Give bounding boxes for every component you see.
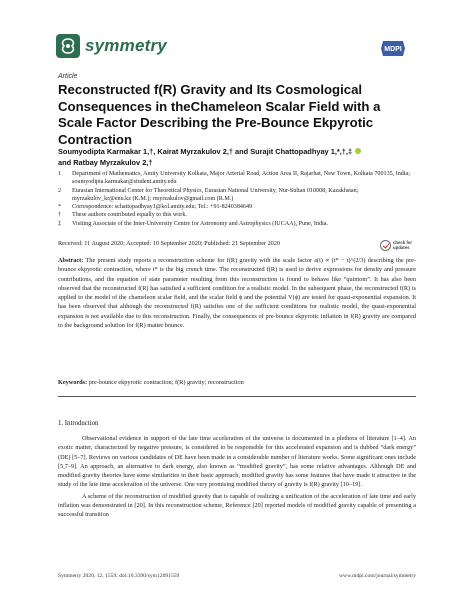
- keywords-label: Keywords:: [58, 379, 88, 386]
- affiliation-mark: *: [58, 204, 62, 211]
- correspondence-text[interactable]: Correspondence: schattopadhyay1@kol.amity.edu; Tel.: +91-8240384649: [72, 204, 253, 211]
- author-list: [58, 146, 408, 168]
- affiliation-item: [58, 211, 418, 219]
- page-footer: [58, 573, 416, 579]
- abstract-label: Abstract:: [58, 257, 84, 264]
- paragraph: Observational evidence in support of the late time acceleration of the universe is documented in a plethora of literature [1–4]. An exotic matter, characterized by negative pressure, is considered to be responsible for this accelerated expansion and is dubbed “dark energy” (DE) [5–7]. Reviews on various candidates of DE have been made in a considerable number of literature works. Some significant ones include [5,7–9]. An approach, an alternative to dark energy, also known as “modified gravity”, has some relative advantages. Although DE and modified gravity theories have some similarities in their basic approach, modified gravity has some features that have made it attractive in the study of the late time acceleration of the universe. One very promising modified theory of gravity is f(R) gravity [10–19].: [58, 435, 416, 489]
- article-title: Reconstructed f(R) Gravity and Its Cosmological Consequences in theChameleon Scalar Field with a Scale Factor Describing the Pre-Bounce Ekpyrotic Contraction: [58, 82, 381, 147]
- abstract-text: The present study reports a reconstruction scheme for f(R) gravity with the scale factor a(t) ∝ (t* − t)^(2/3) describing the pre-bounce ekpyrotic contraction, where t* is the big crunch time. The reconstructed f(R) is used to derive expressions for density and pressure contributions, and the equation of state parameter resulting from this reconstruction is found to behave like “quintom”. It has also been observed that the reconstructed f(R) has satisfied a sufficient condition for a realistic model. In the subsequent phase, the reconstructed f(R) is applied to the model of the chameleon scalar field, and the scalar field ϕ and the potential V(ϕ) are tested for quasi-exponential expansion. It has been observed that although the reconstructed f(R) satisfies one of the sufficient conditions for realistic model, the quasi-exponential expansion is not available due to this reconstruction. Finally, the consequences of pre-bounce ekpyrotic inflation in f(R) gravity are compared to the background solution for f(R) matter bounce.: [58, 257, 416, 330]
- author-line-1[interactable]: Soumyodipta Karmakar 1,†, Kairat Myrzakulov 2,† and Surajit Chattopadhyay 1,*,†,‡: [58, 147, 353, 156]
- check-updates-line-1: check for: [393, 240, 413, 245]
- affiliation-text: These authors contributed equally to this work.: [72, 212, 187, 219]
- affiliation-item: [58, 170, 418, 187]
- keywords-text: pre-bounce ekpyrotic contraction; f(R) gravity; reconstruction: [88, 379, 244, 386]
- keywords: [58, 378, 416, 387]
- section-heading: 1. Introduction: [58, 420, 99, 427]
- journal-name: symmetry: [85, 36, 167, 55]
- mdpi-logo-icon[interactable]: [380, 40, 406, 57]
- publication-dates: Received: 11 August 2020; Accepted: 10 September 2020; Published: 21 September 2020: [58, 240, 280, 247]
- affiliation-text: Eurasian International Center for Theoretical Physics, Eurasian National University, Nur-Sultan 010008, Kazakhstan; myrzakulov_kr@enu.kz (K.M.); rmyrzakulov@gmail.com (R.M.): [72, 187, 359, 202]
- abstract: [58, 256, 416, 330]
- footer-url[interactable]: www.mdpi.com/journal/symmetry: [338, 573, 416, 579]
- footer-citation[interactable]: Symmetry 2020, 12, 1559; doi:10.3390/sym12091559: [58, 573, 180, 579]
- paragraph: A scheme of the reconstruction of modified gravity that is capable of realizing a unification of the acceleration of late time and early inflation was demonstrated in [20]. In this reconstruction scheme, Reference [20] reported models of modified gravity capable of presenting a successful transition: [58, 492, 416, 519]
- body-text: [58, 434, 416, 520]
- affiliation-text: Visiting Associate of the Inter-University Centre for Astronomy and Astrophysics (IUCAA), Pune, India.: [72, 220, 328, 227]
- affiliation-item: [58, 220, 418, 228]
- orcid-icon[interactable]: [355, 148, 361, 154]
- affiliation-item: [58, 203, 418, 211]
- affiliation-mark: 2: [58, 187, 62, 194]
- journal-logo[interactable]: [56, 34, 167, 58]
- affiliation-text: Department of Mathematics, Amity University Kolkata, Major Arterial Road, Action Area II, Rajarhat, New Town, Kolkata 700135, India; soumyodipta.karmakar@student.amity.edu: [72, 171, 410, 186]
- check-updates-label: [393, 240, 412, 250]
- article-type: Article: [58, 73, 78, 80]
- symmetry-logo-icon: [56, 34, 80, 58]
- check-updates-line-2: updates: [393, 245, 410, 250]
- affiliation-item: [58, 187, 418, 204]
- divider: [58, 396, 416, 397]
- affiliation-mark: 1: [58, 171, 62, 177]
- mdpi-logo-text: MDPI: [384, 46, 402, 54]
- check-for-updates-button[interactable]: [380, 235, 416, 255]
- affiliation-mark: †: [58, 212, 62, 219]
- author-line-2[interactable]: and Ratbay Myrzakulov 2,†: [58, 158, 153, 167]
- affiliation-mark: ‡: [58, 220, 62, 227]
- check-updates-icon: [380, 240, 391, 251]
- affiliations: [58, 170, 418, 228]
